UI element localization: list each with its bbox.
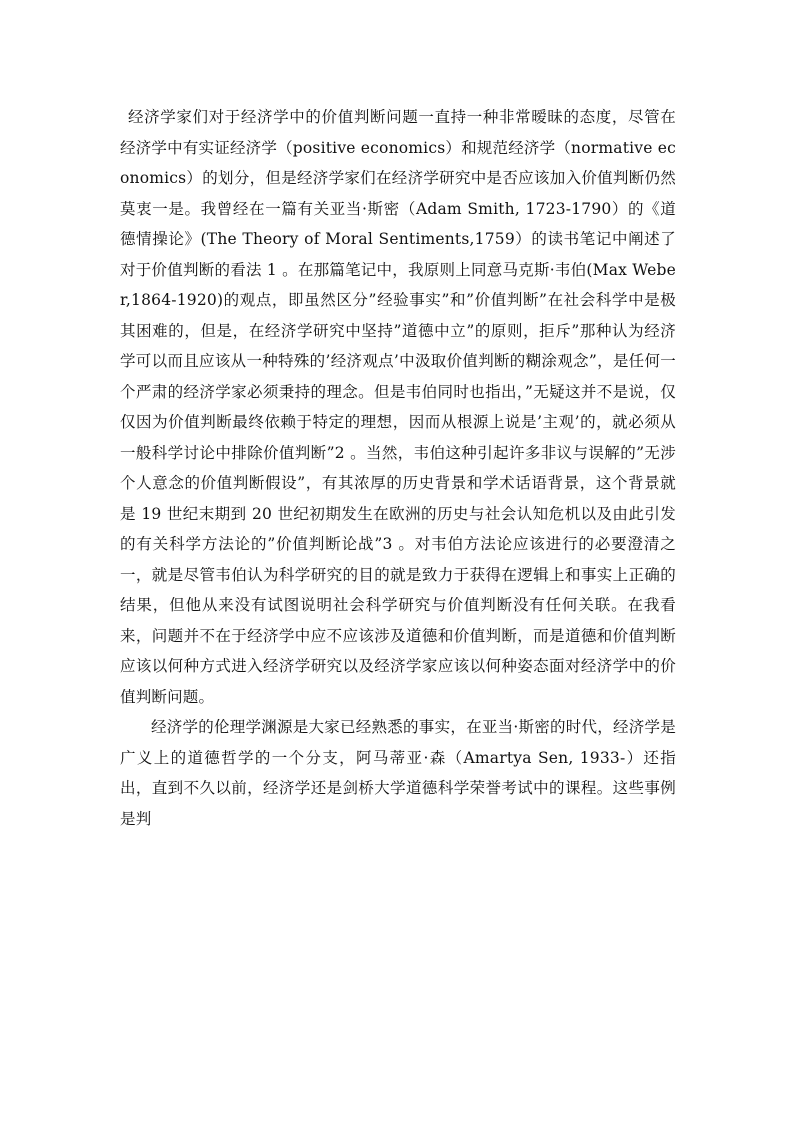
paragraph-value-judgment: 经济学家们对于经济学中的价值判断问题一直持一种非常暧昧的态度，尽管在经济学中有实证经济学（positive economics）和规范经济学（normative economics）的划分，但是经济学家们在经济学研究中是否应该加入价值判断仍然莫衷一是。我曾经在一篇有关亚当·斯密（Adam Smith, 1723-1790）的《道德情操论》(The Theory of Moral Sentiments,1759）的读书笔记中阐述了对于价值判断的看法 1 。在那篇笔记中，我原则上同意马克斯·韦伯(Max Weber,1864-1920)的观点，即虽然区分”经验事实”和”价值判断”在社会科学中是极其困难的，但是，在经济学研究中坚持”道德中立”的原则，拒斥”那种认为经济学可以而且应该从一种特殊的’经济观点’中汲取价值判断的糊涂观念”，是任何一个严肃的经济学家必须秉持的理念。但是韦伯同时也指出，”无疑这并不是说，仅仅因为价值判断最终依赖于特定的理想，因而从根源上说是’主观’的，就必须从一般科学讨论中排除价值判断”2 。当然，韦伯这种引起许多非议与误解的”无涉个人意念的价值判断假设”，有其浓厚的历史背景和学术话语背景，这个背景就是 19 世纪末期到 20 世纪初期发生在欧洲的历史与社会认知危机以及由此引发的有关科学方法论的”价值判断论战”3 。对韦伯方法论应该进行的必要澄清之一，就是尽管韦伯认为科学研究的目的就是致力于获得在逻辑上和事实上正确的结果，但他从来没有试图说明社会科学研究与价值判断没有任何关联。在我看来，问题并不在于经济学中应不应该涉及道德和价值判断，而是道德和价值判断应该以何种方式进入经济学研究以及经济学家应该以何种姿态面对经济学中的价值判断问题。 — [120, 108, 676, 706]
body-text — [120, 102, 676, 834]
paragraph-ethics-origin: 经济学的伦理学渊源是大家已经熟悉的事实，在亚当·斯密的时代，经济学是广义上的道德哲学的一个分支，阿马蒂亚·森（Amartya Sen, 1933-）还指出，直到不久以前，经济学还是剑桥大学道德科学荣誉考试中的课程。这些事例是判 — [120, 718, 676, 828]
